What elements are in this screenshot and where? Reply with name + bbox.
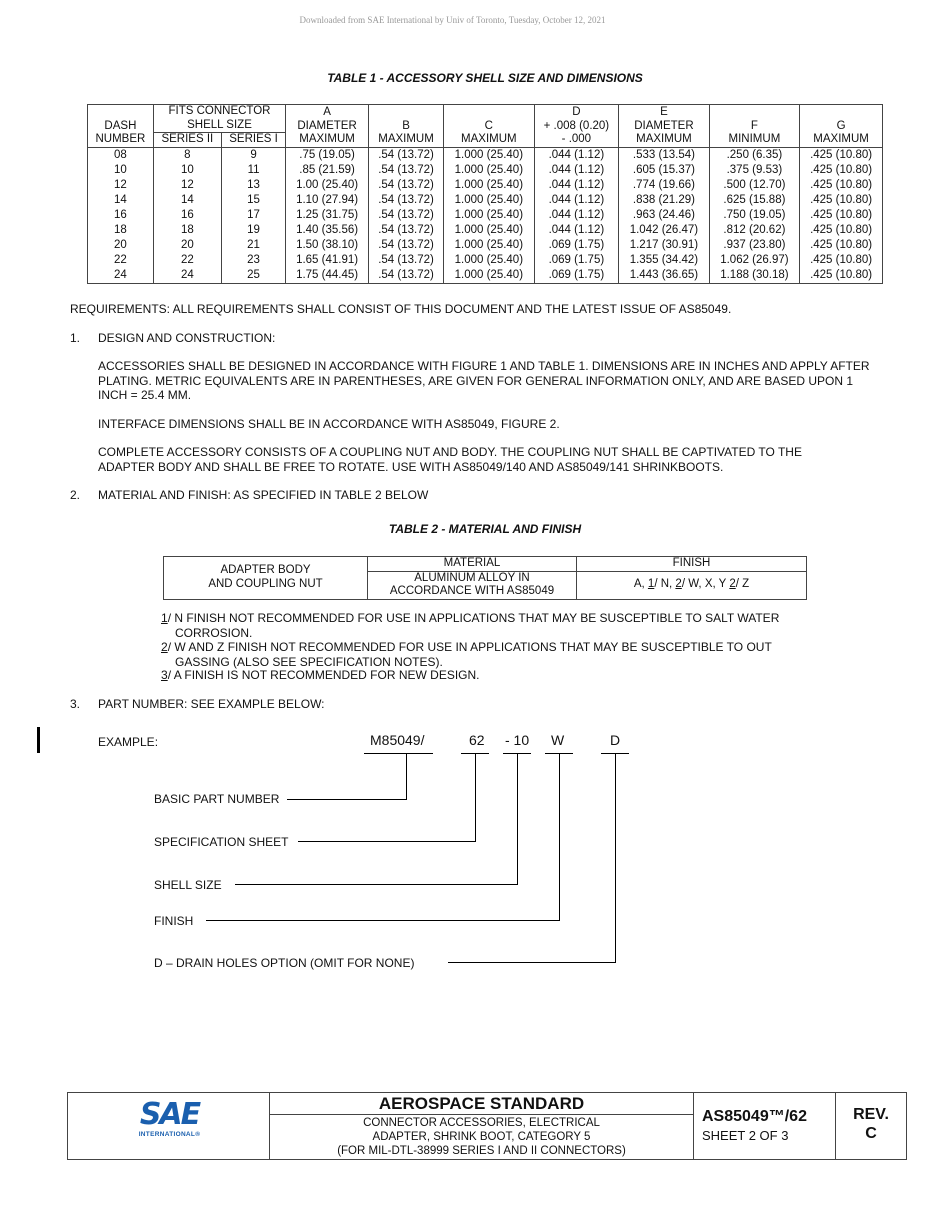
table2-finish-header: FINISH (577, 557, 807, 572)
col-series2: SERIES II (153, 133, 221, 148)
revision-label: REV. (853, 1106, 889, 1123)
leader-finish-h (206, 920, 560, 921)
table-cell: 10 (153, 163, 221, 178)
col-series1: SERIES I (221, 133, 285, 148)
leader-size-h (235, 884, 518, 885)
document-description: CONNECTOR ACCESSORIES, ELECTRICAL ADAPTER, SHRINK BOOT, CATEGORY 5 (FOR MIL-DTL-38999 SERIES I AND II CONNECTORS) (337, 1117, 626, 1157)
table-cell: .044 (1.12) (534, 193, 619, 208)
table-cell: .044 (1.12) (534, 178, 619, 193)
table-cell: .425 (10.80) (800, 223, 883, 238)
table-cell: .937 (23.80) (709, 238, 799, 253)
table-cell: 8 (153, 147, 221, 163)
table-cell: .54 (13.72) (368, 147, 443, 163)
table-cell: 1.000 (25.40) (444, 163, 534, 178)
table-cell: 1.75 (44.45) (286, 268, 369, 284)
section1-para3: COMPLETE ACCESSORY CONSISTS OF A COUPLING NUT AND BODY. THE COUPLING NUT SHALL BE CAPTIVATED TO THE ADAPTER BODY AND SHALL BE FREE TO ROTATE. USE WITH AS85049/140 AND AS85049/141 SHRINKBOOTS. (98, 445, 802, 474)
table2 (163, 556, 807, 600)
table-cell: 1.10 (27.94) (286, 193, 369, 208)
table-cell: .069 (1.75) (534, 253, 619, 268)
table-cell: 9 (221, 147, 285, 163)
table-cell: .774 (19.66) (619, 178, 709, 193)
table-cell: 11 (221, 163, 285, 178)
table-cell: .750 (19.05) (709, 208, 799, 223)
table-cell: 22 (153, 253, 221, 268)
example-part-finish: W (551, 732, 565, 748)
example-part-size: - 10 (505, 732, 530, 748)
table-cell: .54 (13.72) (368, 208, 443, 223)
leader-drain-h (448, 962, 616, 963)
col-f: F MINIMUM (709, 105, 799, 148)
leader-spec-h (298, 841, 476, 842)
table-cell: .963 (24.46) (619, 208, 709, 223)
section2-heading: MATERIAL AND FINISH: AS SPECIFIED IN TABLE 2 BELOW (98, 488, 429, 502)
table-cell: 19 (221, 223, 285, 238)
table-cell: 1.00 (25.40) (286, 178, 369, 193)
table-cell: 1.25 (31.75) (286, 208, 369, 223)
callout-specification-sheet: SPECIFICATION SHEET (154, 835, 289, 849)
example-part-basic: M85049/ (370, 732, 425, 748)
table-row (88, 208, 883, 223)
table-cell: 16 (153, 208, 221, 223)
sheet-number: SHEET 2 OF 3 (702, 1128, 789, 1143)
change-bar (37, 727, 40, 753)
callout-basic-part-number: BASIC PART NUMBER (154, 792, 280, 806)
table-cell: 1.062 (26.97) (709, 253, 799, 268)
section2-number: 2. (70, 488, 81, 502)
table-cell: 14 (88, 193, 154, 208)
table-cell: 1.000 (25.40) (444, 223, 534, 238)
col-d: D + .008 (0.20) - .000 (534, 105, 619, 148)
table-cell: 1.000 (25.40) (444, 147, 534, 163)
title-cell (270, 1093, 694, 1159)
table-cell: .533 (13.54) (619, 147, 709, 163)
callout-drain-holes: D – DRAIN HOLES OPTION (OMIT FOR NONE) (154, 956, 415, 970)
table2-material: ALUMINUM ALLOY IN ACCORDANCE WITH AS85049 (368, 571, 577, 599)
standard-title: AEROSPACE STANDARD (270, 1093, 693, 1115)
table-cell: 24 (88, 268, 154, 284)
table-cell: .75 (19.05) (286, 147, 369, 163)
table-cell: 23 (221, 253, 285, 268)
table-cell: .044 (1.12) (534, 208, 619, 223)
section1-para1: ACCESSORIES SHALL BE DESIGNED IN ACCORDANCE WITH FIGURE 1 AND TABLE 1. DIMENSIONS ARE IN INCHES AND APPLY AFTER PLATING. METRIC EQUIVALENTS ARE IN PARENTHESES, ARE GIVEN FOR GENERAL INFORMATION ONLY, AND ARE BASED UPON 1 INCH = 25.4 MM. (98, 359, 870, 402)
table-cell: .54 (13.72) (368, 253, 443, 268)
logo-cell (68, 1093, 270, 1159)
title-block (67, 1092, 907, 1160)
sae-logo-subtitle: INTERNATIONAL® (138, 1131, 201, 1138)
section3-number: 3. (70, 697, 81, 711)
table2-title: TABLE 2 - MATERIAL AND FINISH (388, 522, 582, 536)
leader-basic-h (287, 799, 407, 800)
callout-shell-size: SHELL SIZE (154, 878, 222, 892)
table-cell: 18 (88, 223, 154, 238)
download-note: Downloaded from SAE International by Univ of Toronto, Tuesday, October 12, 2021 (299, 15, 606, 25)
table-cell: .069 (1.75) (534, 238, 619, 253)
table-cell: .54 (13.72) (368, 223, 443, 238)
underline-basic (364, 753, 433, 754)
table-cell: 22 (88, 253, 154, 268)
table-cell: 1.443 (36.65) (619, 268, 709, 284)
table-cell: .425 (10.80) (800, 163, 883, 178)
table-cell: 20 (88, 238, 154, 253)
table-cell: 1.50 (38.10) (286, 238, 369, 253)
table-cell: .044 (1.12) (534, 163, 619, 178)
table-row (88, 147, 883, 163)
table-cell: 1.40 (35.56) (286, 223, 369, 238)
table-cell: .375 (9.53) (709, 163, 799, 178)
table-cell: .425 (10.80) (800, 253, 883, 268)
section1-heading: DESIGN AND CONSTRUCTION: (98, 331, 276, 345)
table-cell: 1.000 (25.40) (444, 268, 534, 284)
table-cell: 1.217 (30.91) (619, 238, 709, 253)
table-cell: 12 (153, 178, 221, 193)
section1-number: 1. (70, 331, 81, 345)
table-row (88, 223, 883, 238)
col-b: B MAXIMUM (368, 105, 443, 148)
table-cell: .250 (6.35) (709, 147, 799, 163)
table-row (88, 268, 883, 284)
col-fits: FITS CONNECTOR SHELL SIZE (153, 105, 285, 133)
leader-spec-v (475, 753, 476, 842)
table-cell: 10 (88, 163, 154, 178)
table-row (88, 193, 883, 208)
document-number: AS85049™/62 (702, 1108, 807, 1125)
table-cell: .425 (10.80) (800, 147, 883, 163)
table-cell: .425 (10.80) (800, 178, 883, 193)
table-cell: .500 (12.70) (709, 178, 799, 193)
table-cell: .812 (20.62) (709, 223, 799, 238)
sae-logo: SAE (139, 1097, 200, 1132)
section1-para2: INTERFACE DIMENSIONS SHALL BE IN ACCORDANCE WITH AS85049, FIGURE 2. (98, 417, 560, 431)
table-cell: .85 (21.59) (286, 163, 369, 178)
col-dash: DASH NUMBER (88, 105, 154, 148)
table-cell: 1.000 (25.40) (444, 238, 534, 253)
table-cell: 1.65 (41.91) (286, 253, 369, 268)
table-cell: 1.188 (30.18) (709, 268, 799, 284)
table-cell: .625 (15.88) (709, 193, 799, 208)
leader-drain-v (615, 753, 616, 963)
table-cell: .044 (1.12) (534, 147, 619, 163)
table-cell: .54 (13.72) (368, 163, 443, 178)
note-2: 2/ W AND Z FINISH NOT RECOMMENDED FOR USE IN APPLICATIONS THAT MAY BE SUSCEPTIBLE TO OUT GASSING (ALSO SEE SPECIFICATION NOTES). (161, 640, 772, 669)
requirements-text: REQUIREMENTS: ALL REQUIREMENTS SHALL CONSIST OF THIS DOCUMENT AND THE LATEST ISSUE OF AS85049. (70, 302, 732, 316)
table-cell: 12 (88, 178, 154, 193)
table-cell: .069 (1.75) (534, 268, 619, 284)
example-part-drain: D (610, 732, 621, 748)
table-cell: 1.042 (26.47) (619, 223, 709, 238)
table-cell: 18 (153, 223, 221, 238)
table-cell: .044 (1.12) (534, 223, 619, 238)
table-cell: 14 (153, 193, 221, 208)
table-row (88, 253, 883, 268)
table-cell: 1.000 (25.40) (444, 178, 534, 193)
table-cell: .425 (10.80) (800, 208, 883, 223)
table-cell: .425 (10.80) (800, 268, 883, 284)
section3-heading: PART NUMBER: SEE EXAMPLE BELOW: (98, 697, 325, 711)
table-cell: .54 (13.72) (368, 193, 443, 208)
table-cell: .54 (13.72) (368, 178, 443, 193)
leader-finish-v (559, 753, 560, 921)
example-part-spec: 62 (469, 732, 485, 748)
table1-title: TABLE 1 - ACCESSORY SHELL SIZE AND DIMENSIONS (327, 71, 643, 85)
table-cell: 15 (221, 193, 285, 208)
table-row (88, 163, 883, 178)
table-cell: 08 (88, 147, 154, 163)
table-cell: 20 (153, 238, 221, 253)
table-cell: 13 (221, 178, 285, 193)
table-cell: 16 (88, 208, 154, 223)
table-cell: 24 (153, 268, 221, 284)
table-row (88, 178, 883, 193)
table1 (87, 104, 883, 284)
example-label: EXAMPLE: (98, 735, 159, 749)
note-3: 3/ A FINISH IS NOT RECOMMENDED FOR NEW DESIGN. (161, 668, 480, 682)
table-cell: .425 (10.80) (800, 193, 883, 208)
table-cell: 1.355 (34.42) (619, 253, 709, 268)
table-cell: .838 (21.29) (619, 193, 709, 208)
table-cell: 21 (221, 238, 285, 253)
table2-item: ADAPTER BODY AND COUPLING NUT (164, 557, 368, 600)
table2-finish: A, 1/ N, 2/ W, X, Y 2/ Z (577, 571, 807, 599)
note-1: 1/ N FINISH NOT RECOMMENDED FOR USE IN APPLICATIONS THAT MAY BE SUSCEPTIBLE TO SALT WATER CORROSION. (161, 611, 780, 640)
table-cell: 1.000 (25.40) (444, 208, 534, 223)
table-cell: .54 (13.72) (368, 268, 443, 284)
table2-material-header: MATERIAL (368, 557, 577, 572)
col-e: E DIAMETER MAXIMUM (619, 105, 709, 148)
table-cell: 17 (221, 208, 285, 223)
leader-size-v (517, 753, 518, 885)
table-row (88, 238, 883, 253)
col-c: C MAXIMUM (444, 105, 534, 148)
table-cell: .425 (10.80) (800, 238, 883, 253)
table-cell: .54 (13.72) (368, 238, 443, 253)
table-cell: 1.000 (25.40) (444, 193, 534, 208)
number-cell (694, 1093, 836, 1159)
revision-cell (836, 1093, 906, 1159)
col-g: G MAXIMUM (800, 105, 883, 148)
table-cell: 1.000 (25.40) (444, 253, 534, 268)
col-a: A DIAMETER MAXIMUM (286, 105, 369, 148)
revision-value: C (865, 1125, 877, 1142)
callout-finish: FINISH (154, 914, 194, 928)
table-cell: 25 (221, 268, 285, 284)
leader-basic-v (406, 753, 407, 800)
table-cell: .605 (15.37) (619, 163, 709, 178)
